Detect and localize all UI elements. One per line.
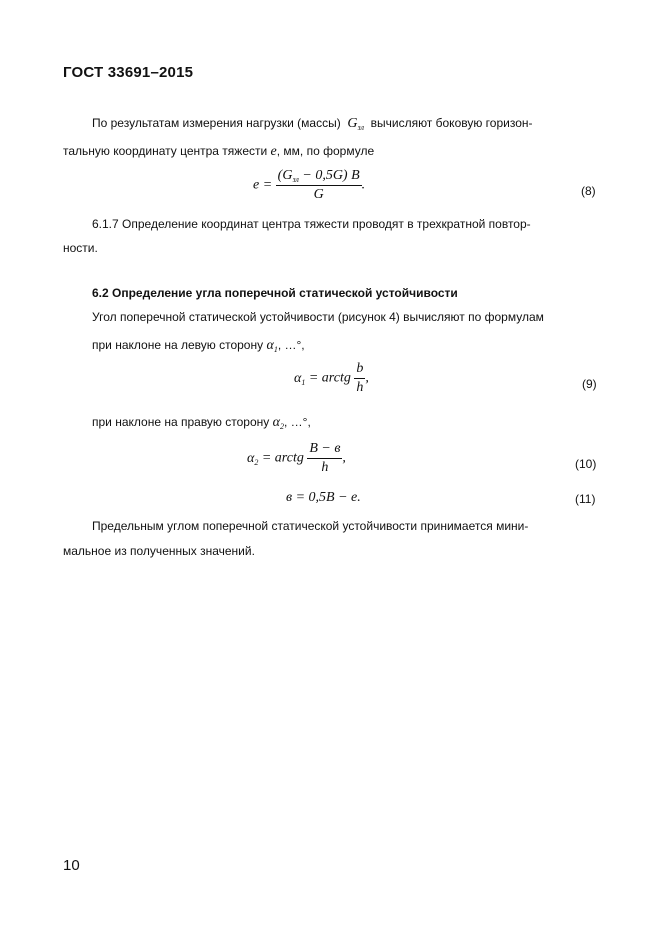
- equation-9: $\alpha_1$ = arctg $\frac{b}{h}$ ,: [294, 361, 369, 395]
- symbol-alpha-1: $\alpha_1$: [266, 338, 278, 354]
- paragraph-text: , …°,: [283, 415, 311, 429]
- paragraph-text: вычисляют боковую горизон-: [370, 116, 533, 130]
- paragraph-text: , …°,: [277, 338, 305, 352]
- equation-fraction: [276, 168, 362, 203]
- symbol-e: e: [270, 144, 277, 159]
- paragraph-text: при наклоне на правую сторону: [92, 415, 270, 429]
- paragraph-text: , мм, по формуле: [276, 144, 375, 158]
- paragraph-3-line-2: [92, 337, 305, 355]
- paragraph-3-line-1: Угол поперечной статической устойчивости (рисунок 4) вычисляют по формулам: [92, 310, 544, 324]
- paragraph-text: при наклоне на левую сторону: [92, 338, 264, 352]
- symbol-G: $G_{зл}$: [347, 116, 364, 132]
- paragraph-5-line-1: Предельным углом поперечной статической устойчивости принимается мини-: [92, 519, 529, 533]
- equation-number-11: (11): [575, 492, 596, 506]
- page-number: 10: [63, 857, 80, 874]
- equation-lhs: $\alpha_2$: [247, 450, 259, 467]
- paragraph-1-line-2: [63, 143, 374, 160]
- equation-8: e = $\frac{(G_{зл} - 0,5G) B}{G}$ .: [253, 168, 366, 202]
- paragraph-2-line-1: 6.1.7 Определение координат центра тяжести проводят в трехкратной повтор-: [92, 217, 531, 231]
- paragraph-2-line-2: ности.: [63, 241, 98, 255]
- document-header: ГОСТ 33691–2015: [63, 64, 194, 81]
- fraction-numerator: b: [354, 361, 365, 379]
- equation-number-10: (10): [575, 457, 597, 471]
- fraction-denominator: h: [356, 380, 364, 395]
- equation-lhs: e =: [253, 177, 273, 193]
- fraction-numerator: B − в: [307, 441, 342, 459]
- symbol-alpha-2: $\alpha_2$: [272, 415, 284, 431]
- equation-lhs: $\alpha_1$: [294, 370, 306, 387]
- equation-11: в = 0,5B − e.: [286, 490, 361, 505]
- paragraph-text: тальную координату центра тяжести: [63, 144, 268, 158]
- equation-10: $\alpha_2$ = arctg $\frac{B - в}{h}$ ,: [247, 441, 346, 475]
- fraction-denominator: G: [313, 187, 324, 202]
- fraction-numerator: $(G_{зл} - 0,5G)$ B: [277, 168, 360, 184]
- equation-fraction: [307, 441, 342, 476]
- paragraph-4: [92, 414, 311, 432]
- section-heading: 6.2 Определение угла поперечной статической устойчивости: [92, 286, 458, 300]
- paragraph-text: По результатам измерения нагрузки (массы): [92, 116, 341, 130]
- equation-fraction: [354, 361, 365, 396]
- paragraph-1-line-1: [92, 115, 533, 133]
- paragraph-5-line-2: мальное из полученных значений.: [63, 544, 255, 558]
- equation-number-8: (8): [581, 184, 596, 198]
- fraction-denominator: h: [321, 460, 329, 475]
- equation-number-9: (9): [582, 377, 597, 391]
